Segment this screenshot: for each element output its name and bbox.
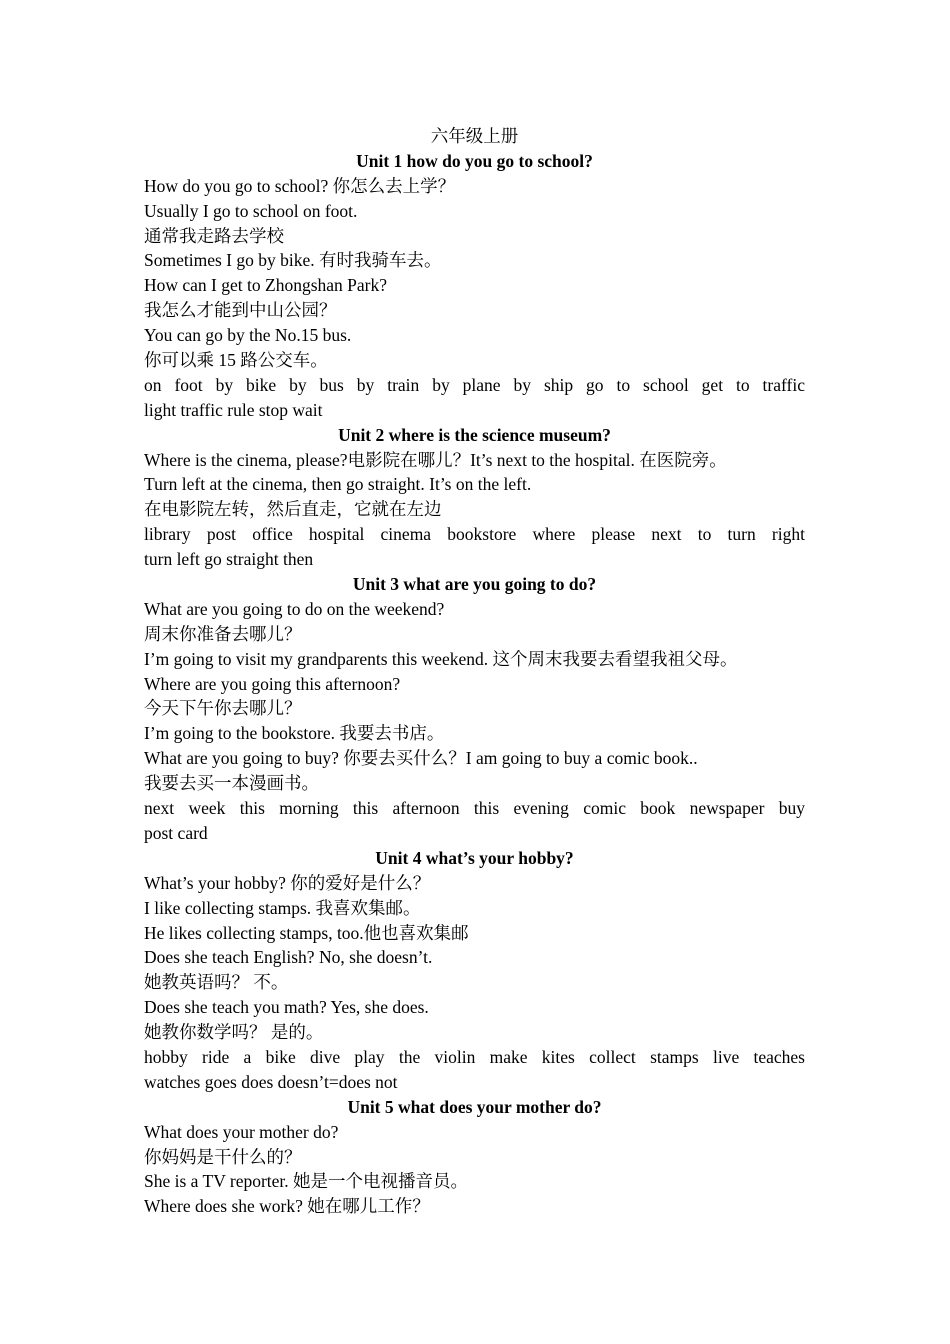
unit-1-line: You can go by the No.15 bus.	[144, 325, 352, 346]
unit-3-line: 我要去买一本漫画书。	[144, 773, 319, 794]
unit-3-line: 周末你准备去哪儿？	[144, 623, 302, 644]
unit-3-vocab: post card	[144, 822, 208, 843]
unit-1-line: 我怎么才能到中山公园？	[144, 300, 337, 321]
unit-4-line: What’s your hobby? 你的爱好是什么？	[144, 872, 431, 893]
unit-2-line: 在电影院左转，然后直走，它就在左边	[144, 499, 442, 520]
unit-1-vocab: on foot by bike by bus by train by plane by ship go to school get to traffic	[144, 374, 805, 395]
unit-2-line: Where is the cinema, please?电影院在哪儿？It’s next to the hospital. 在医院旁。	[144, 449, 727, 470]
unit-4-title: Unit 4 what’s your hobby?	[375, 847, 574, 868]
unit-3-line: What are you going to buy? 你要去买什么？I am going to buy a comic book..	[144, 748, 698, 769]
unit-3-line: What are you going to do on the weekend?	[144, 598, 445, 619]
unit-4-line: 她教你数学吗？ 是的。	[144, 1022, 324, 1043]
unit-4-vocab: hobby ride a bike dive play the violin make kites collect stamps live teaches	[144, 1046, 805, 1067]
unit-3-line: Where are you going this afternoon?	[144, 673, 401, 694]
unit-2-title: Unit 2 where is the science museum?	[338, 424, 611, 445]
unit-2-line: Turn left at the cinema, then go straight. It’s on the left.	[144, 474, 532, 495]
unit-3-line: I’m going to the bookstore. 我要去书店。	[144, 723, 445, 744]
unit-2-vocab: library post office hospital cinema bookstore where please next to turn right	[144, 524, 805, 545]
unit-4-line: Does she teach English? No, she doesn’t.	[144, 947, 433, 968]
unit-4-vocab: watches goes does doesn’t=does not	[144, 1071, 398, 1092]
unit-5-title: Unit 5 what does your mother do?	[347, 1096, 602, 1117]
unit-1-line: 你可以乘 15 路公交车。	[144, 350, 328, 371]
unit-3-line: I’m going to visit my grandparents this weekend. 这个周末我要去看望我祖父母。	[144, 648, 738, 669]
unit-3-line: 今天下午你去哪儿？	[144, 698, 302, 719]
unit-1-line: How do you go to school? 你怎么去上学？	[144, 175, 456, 196]
unit-1-line: Usually I go to school on foot.	[144, 200, 358, 221]
unit-1-line: Sometimes I go by bike. 有时我骑车去。	[144, 250, 442, 271]
unit-4-line: He likes collecting stamps, too.他也喜欢集邮	[144, 922, 469, 943]
unit-1-vocab: light traffic rule stop wait	[144, 399, 323, 420]
unit-3-title: Unit 3 what are you going to do?	[352, 574, 597, 595]
unit-5-line: What does your mother do?	[144, 1121, 339, 1142]
unit-3-vocab: next week this morning this afternoon this evening comic book newspaper buy	[144, 798, 805, 819]
unit-4-line: 她教英语吗？ 不。	[144, 972, 289, 993]
page-title: 六年级上册	[430, 126, 519, 146]
unit-2-vocab: turn left go straight then	[144, 549, 314, 570]
unit-5-line: She is a TV reporter. 她是一个电视播音员。	[144, 1171, 469, 1192]
unit-1-line: How can I get to Zhongshan Park?	[144, 275, 387, 296]
unit-5-line: 你妈妈是干什么的？	[144, 1146, 302, 1167]
unit-1-title: Unit 1 how do you go to school?	[356, 150, 593, 171]
unit-5-line: Where does she work? 她在哪儿工作？	[144, 1196, 430, 1217]
unit-4-line: Does she teach you math? Yes, she does.	[144, 997, 429, 1018]
document-body	[144, 124, 805, 1219]
unit-4-line: I like collecting stamps. 我喜欢集邮。	[144, 897, 421, 918]
unit-1-line: 通常我走路去学校	[144, 225, 284, 246]
